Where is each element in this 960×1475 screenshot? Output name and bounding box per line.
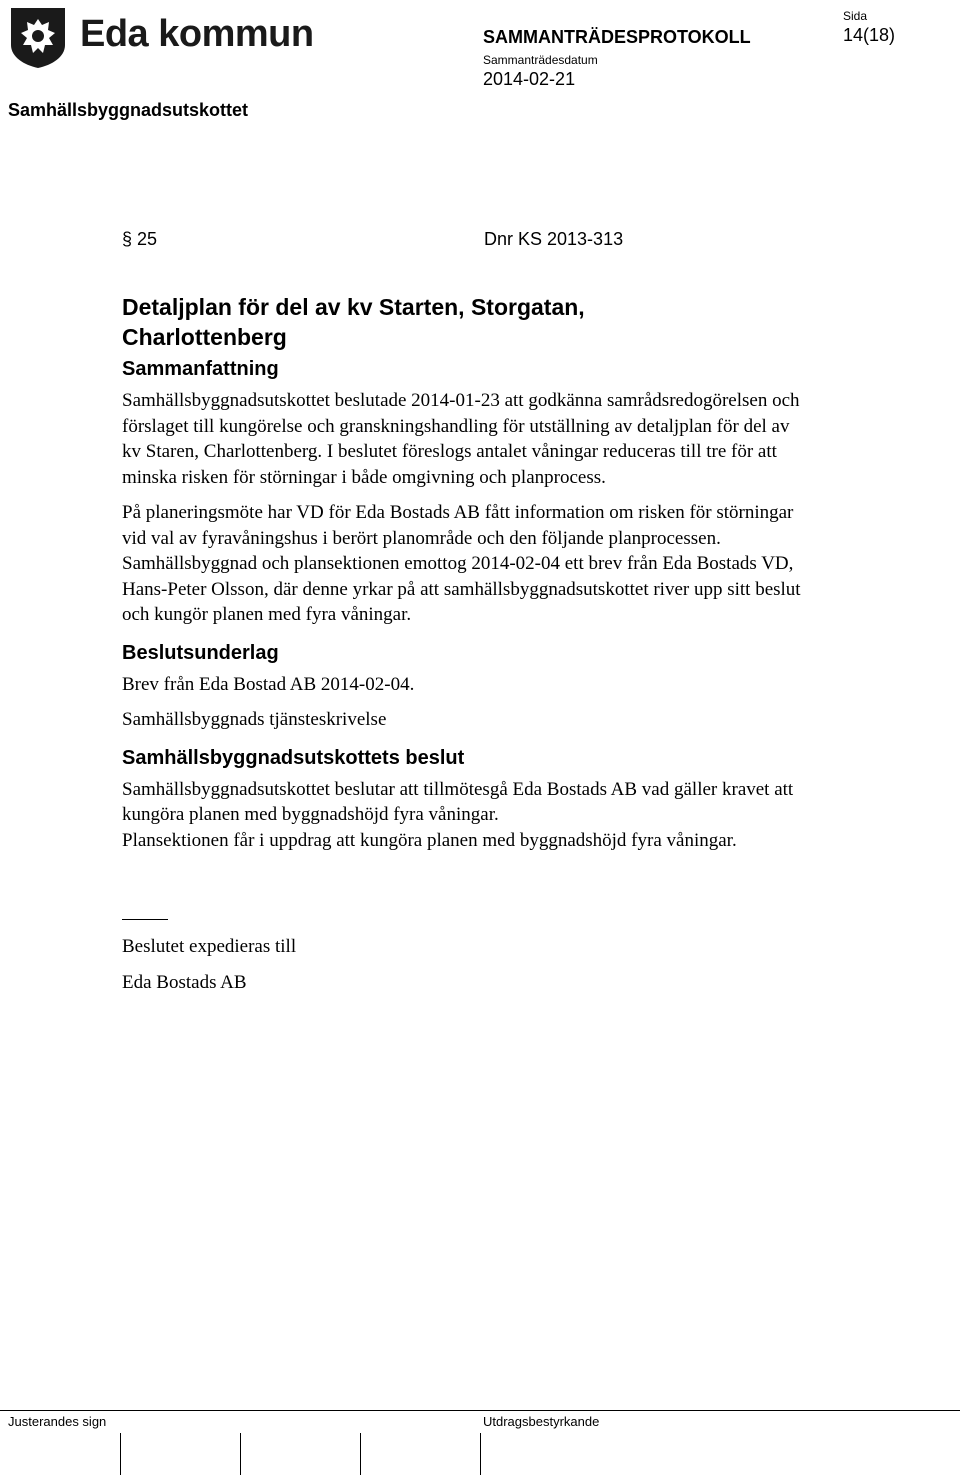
divider [122, 919, 168, 920]
basis-item-letter: Brev från Eda Bostad AB 2014-02-04. [122, 673, 415, 695]
basis-heading: Beslutsunderlag [122, 641, 279, 664]
signature-box-divider [360, 1433, 361, 1475]
decision-paragraph-1: Samhällsbyggnadsutskottet beslutar att tillmötesgå Eda Bostads AB vad gäller kravet att kungöra planen med byggnadshöjd fyra våningar. [122, 778, 794, 825]
title-line-2: Charlottenberg [122, 324, 287, 350]
page-label: Sida [843, 9, 868, 23]
meeting-date: 2014-02-21 [483, 69, 576, 89]
justerandes-sign-label: Justerandes sign [8, 1414, 107, 1429]
summary-paragraph-1: Samhällsbyggnadsutskottet beslutade 2014-01-23 att godkänna samrådsredogörelsen och förslaget till kungörelse och granskningshandling för utställning av detaljplan för del av kv Staren, Charlottenberg. I beslutet föreslogs antalet våningar reduceras till tre för att minska risken för störningar i både omgivning och planprocess. [122, 390, 800, 488]
decision-paragraph-2: Plansektionen får i uppdrag att kungöra planen med byggnadshöjd fyra våningar. [122, 829, 737, 851]
paragraph-number: § 25 [122, 229, 158, 249]
signature-box-divider [240, 1433, 241, 1475]
municipal-crest-icon [8, 5, 68, 69]
signature-box-divider [120, 1433, 121, 1475]
expedition-recipient: Eda Bostads AB [122, 971, 247, 993]
title-line-1: Detaljplan för del av kv Starten, Storgatan, [122, 294, 585, 320]
meeting-date-label: Sammanträdesdatum [483, 53, 598, 67]
document-type: SAMMANTRÄDESPROTOKOLL [483, 27, 751, 47]
logo-wordmark: Eda kommun [80, 13, 314, 55]
summary-paragraph-2: På planeringsmöte har VD för Eda Bostads AB fått information om risken för störningar vid val av fyravåningshus i berört planområde och den följande planprocessen. Samhällsbyggnad och plansektionen emottog 2014-02-04 ett brev från Eda Bostads VD, Hans-Peter Olsson, där denne yrkar på att samhällsbyggnadsutskottet river upp sitt beslut och kungör planen med fyra våningar. [122, 502, 801, 625]
document-body [122, 292, 812, 995]
utdragsbestyrkande-label: Utdragsbestyrkande [483, 1414, 600, 1429]
summary-heading: Sammanfattning [122, 358, 279, 380]
signature-box-divider [480, 1433, 481, 1475]
case-number: Dnr KS 2013-313 [484, 229, 624, 249]
signature-footer [0, 1410, 960, 1475]
decision-heading: Samhällsbyggnadsutskottets beslut [122, 746, 465, 769]
page-number: 14(18) [843, 25, 896, 45]
expedition-label: Beslutet expedieras till [122, 936, 297, 957]
document-title [122, 292, 812, 352]
committee-name: Samhällsbyggnadsutskottet [8, 100, 249, 120]
basis-item-report: Samhällsbyggnads tjänsteskrivelse [122, 709, 387, 730]
